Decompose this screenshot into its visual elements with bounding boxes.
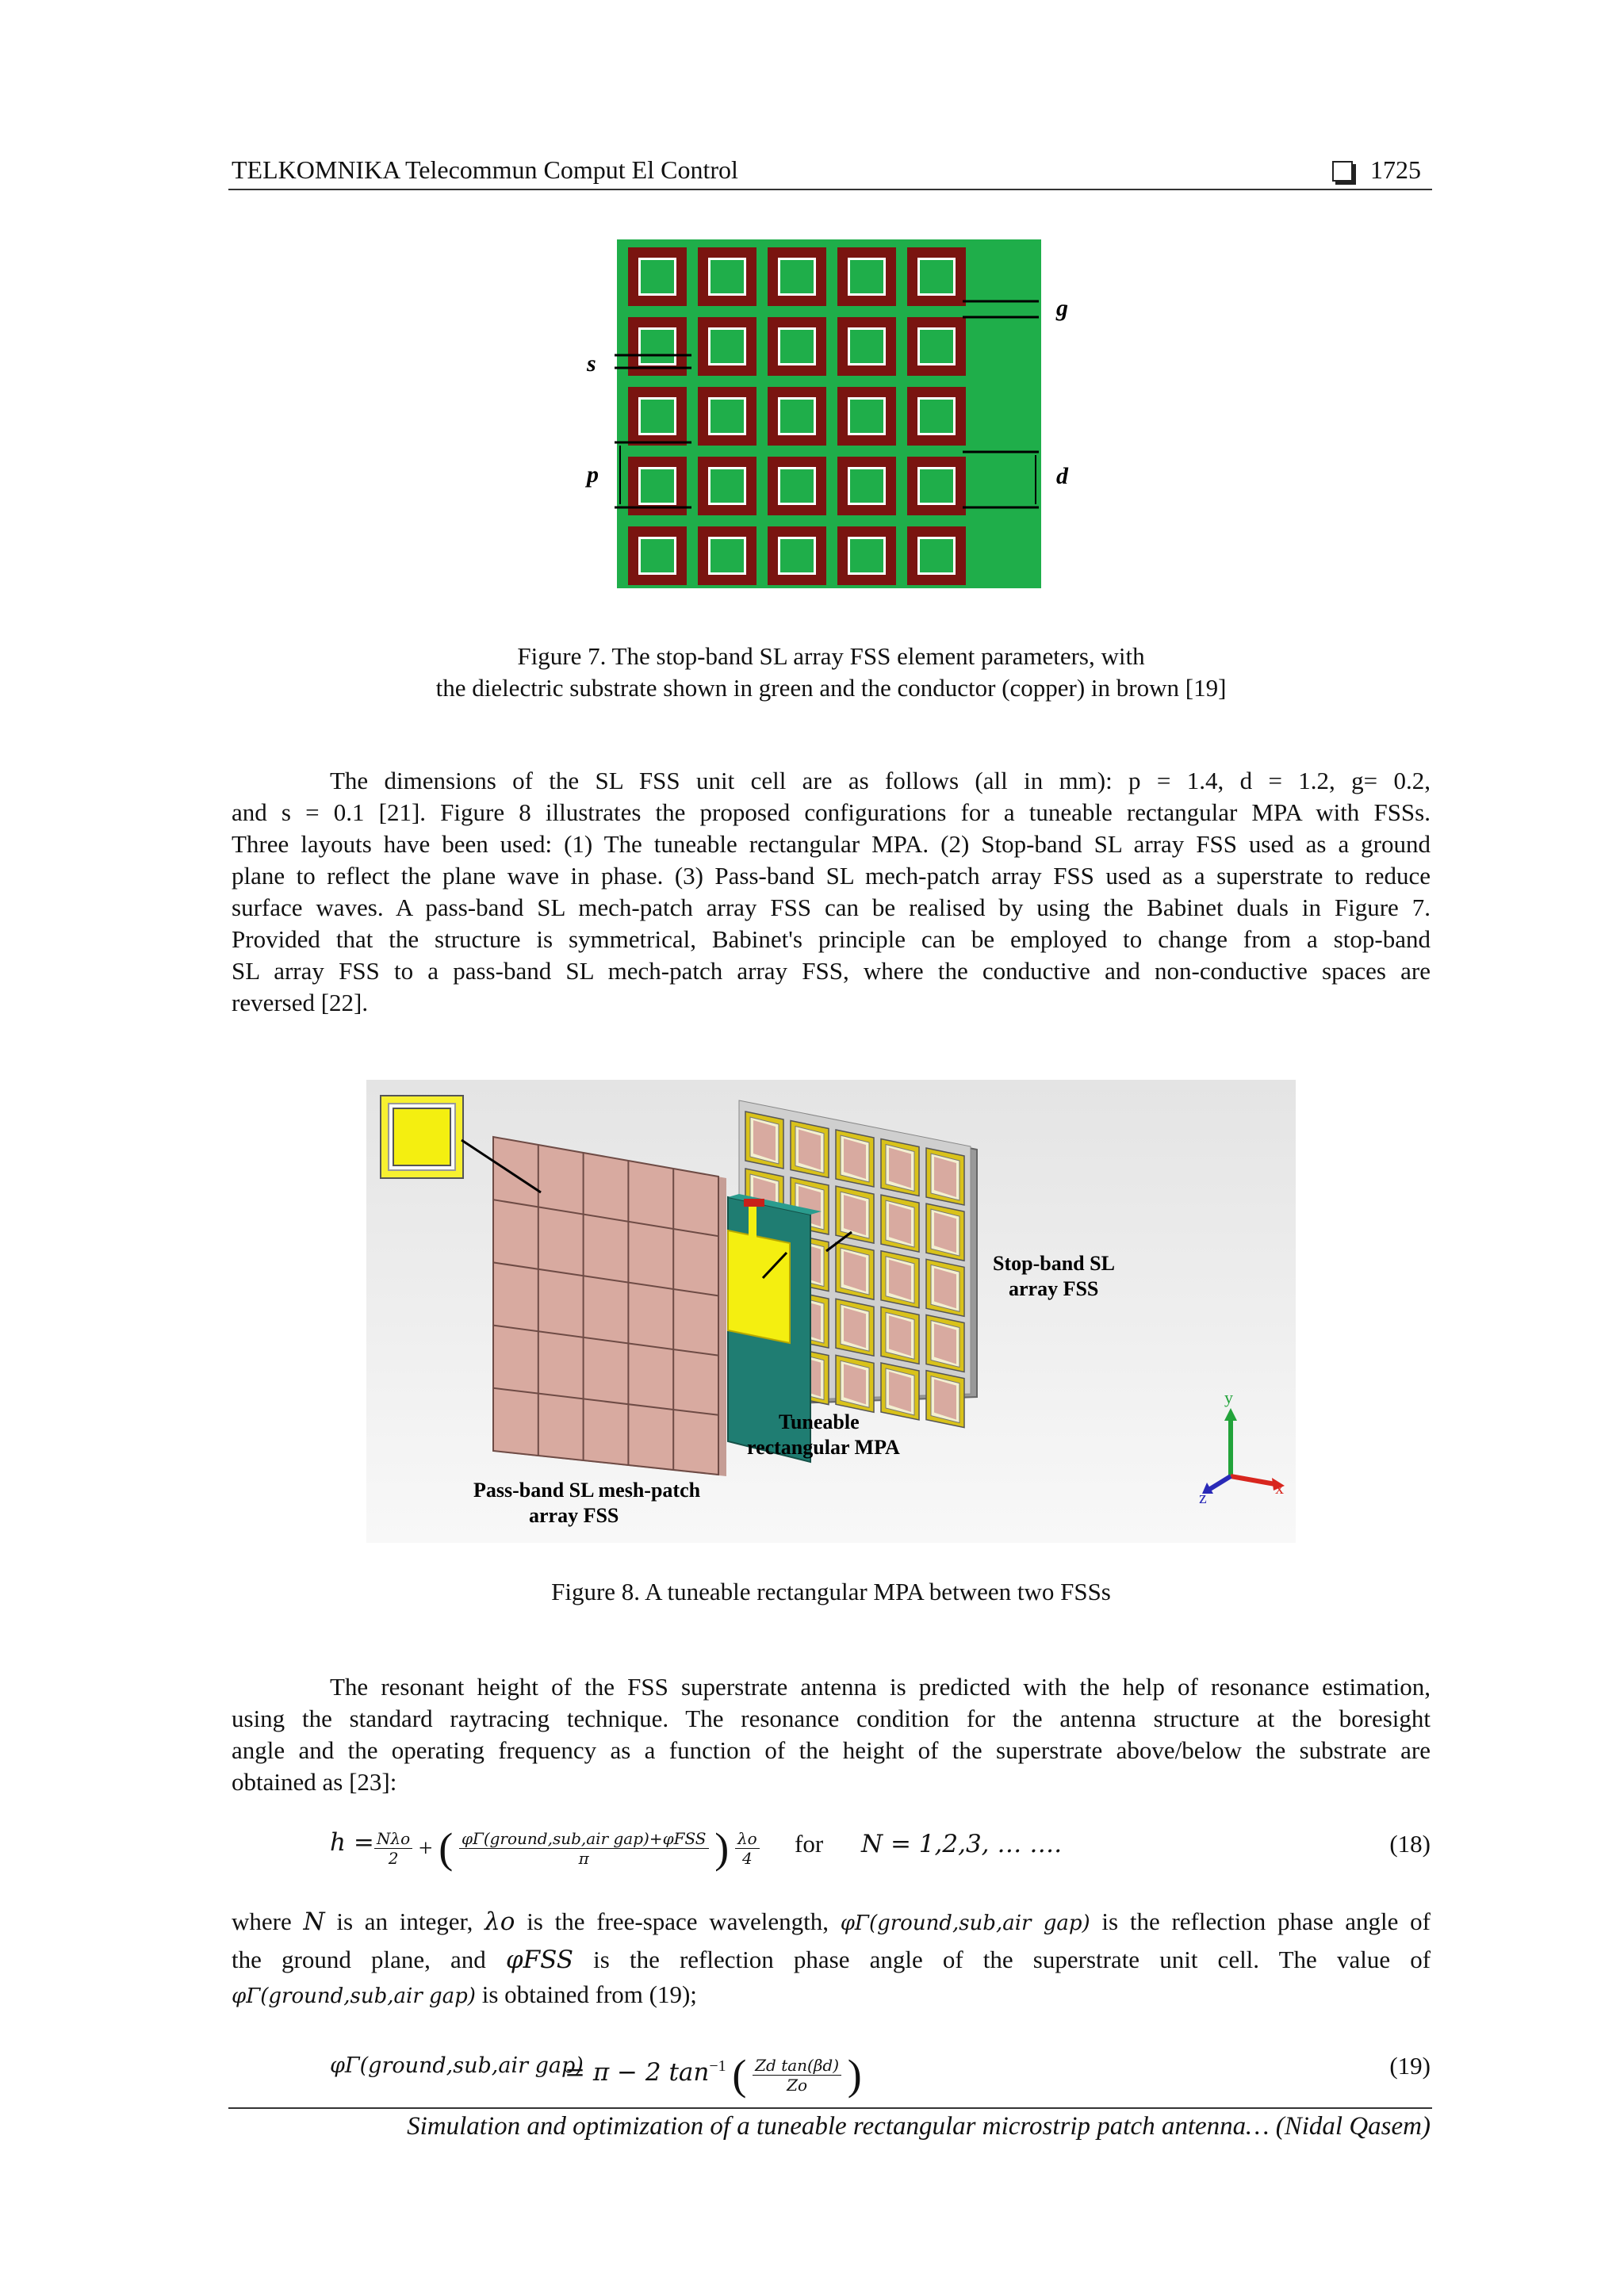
inner-substrate: [641, 260, 674, 293]
footer-rule: [228, 2107, 1432, 2109]
inner-substrate: [850, 400, 883, 433]
running-footer: Simulation and optimization of a tuneable rectangular microstrip patch antenna… (Nidal Qasem): [407, 2112, 1431, 2141]
paragraph-1-line-2: and s = 0.1 [21]. Figure 8 illustrates the proposed configurations for a tuneable rectangular MPA with FSSs.: [232, 798, 1431, 826]
fss-unit-cell: [768, 526, 826, 585]
fss-unit-cell: [628, 247, 687, 306]
label-s: s: [587, 350, 596, 377]
axis-label-y: y: [1224, 1387, 1233, 1407]
inner-substrate: [641, 469, 674, 503]
inner-substrate: [710, 469, 744, 503]
eq18-frac1: $\frac{\text{Nλo}}{2}$: [374, 1829, 412, 1868]
equation-19: φΓ(ground,sub,air gap) = π − 2 $\tan^{-1}$ ( $\frac{\text{Zd tan(βd)}}{Zo}$ ) (19): [330, 2051, 1431, 2099]
pass-band-fss-panel: [493, 1137, 726, 1476]
inner-substrate: [780, 260, 814, 293]
figure-7: [555, 230, 1094, 603]
fss-unit-cell: [837, 457, 896, 515]
stop-band-cell: [926, 1314, 964, 1372]
eq18-for: for: [795, 1830, 824, 1858]
page-number: 1725: [1370, 155, 1421, 184]
mpa-feed-line: [749, 1207, 756, 1246]
stop-band-cell: [926, 1148, 964, 1205]
paragraph-3-line-1: where N is an integer, λo is the free-space wavelength, φΓ(ground,sub,air gap) is the reflection phase angle of: [232, 1908, 1431, 1936]
paragraph-1-line-1: The dimensions of the SL FSS unit cell are as follows (all in mm): p = 1.4, d = 1.2, g= 0.2,: [330, 767, 1431, 794]
paragraph-1-line-7: SL array FSS to a pass-band SL mech-patch array FSS, where the conductive and non-conductive spaces are: [232, 957, 1431, 985]
paragraph-1: [232, 765, 1431, 1019]
fss-unit-cell: [768, 387, 826, 446]
figure-7-caption-line-1: Figure 7. The stop-band SL array FSS element parameters, with: [517, 642, 1145, 670]
paragraph-1-line-8: reversed [22].: [232, 989, 369, 1016]
paragraph-2-line-1: The resonant height of the FSS superstrate antenna is predicted with the help of resonance estimation,: [330, 1673, 1431, 1701]
running-header-title: TELKOMNIKA Telecommun Comput El Control: [232, 155, 738, 184]
fss-unit-cell: [837, 247, 896, 306]
stop-band-cell: [745, 1112, 783, 1169]
paragraph-2-line-4: obtained as [23]:: [232, 1768, 397, 1796]
stop-band-cell: [926, 1203, 964, 1261]
axis-label-x: x: [1275, 1478, 1284, 1498]
inner-substrate: [780, 400, 814, 433]
inner-substrate: [780, 469, 814, 503]
label-p: p: [587, 461, 599, 488]
fss-unit-cell: [768, 317, 826, 376]
eq19-lhs: φΓ(ground,sub,air gap): [330, 2053, 584, 2078]
stop-band-cell: [836, 1130, 874, 1187]
fss-unit-cell: [628, 387, 687, 446]
label-g: g: [1056, 295, 1068, 321]
paragraph-3: [232, 1906, 1431, 2012]
paragraph-1-line-4: plane to reflect the plane wave in phase. (3) Pass-band SL mech-patch array FSS used as a superstrate to reduce: [232, 862, 1431, 890]
label-pass-band-2: array FSS: [529, 1504, 619, 1527]
fss-unit-cell: [907, 247, 966, 306]
fss-unit-cell: [768, 457, 826, 515]
stop-band-cell: [926, 1371, 964, 1428]
inner-substrate: [641, 400, 674, 433]
stop-band-cell: [791, 1121, 829, 1178]
fss-unit-cell: [837, 317, 896, 376]
stop-band-cell: [926, 1259, 964, 1316]
fss-unit-cell: [837, 387, 896, 446]
paragraph-2-line-2: using the standard raytracing technique. The resonance condition for the antenna structure at the boresight: [232, 1705, 1431, 1732]
eq19-number: (19): [1389, 2052, 1431, 2080]
paragraph-3-line-3: φΓ(ground,sub,air gap) is obtained from (19);: [232, 1980, 697, 2008]
paragraph-1-line-3: Three layouts have been used: (1) The tuneable rectangular MPA. (2) Stop-band SL array FSS used as a ground: [232, 830, 1431, 858]
header-rule: [228, 189, 1432, 190]
paragraph-3-line-2: the ground plane, and φFSS is the reflection phase angle of the superstrate unit cell. The value of: [232, 1946, 1431, 1974]
inner-substrate: [710, 330, 744, 363]
fss-unit-cell: [698, 387, 756, 446]
figure-7-caption-line-2: the dielectric substrate shown in green and the conductor (copper) in brown [19]: [435, 674, 1227, 702]
inner-substrate: [920, 469, 953, 503]
fss-unit-cell: [698, 247, 756, 306]
eq18-condition: N = 1,2,3, … ….: [861, 1830, 1063, 1858]
mpa-red-stub: [744, 1199, 764, 1207]
fss-unit-cell: [698, 526, 756, 585]
axis-label-z: z: [1199, 1487, 1207, 1507]
stop-band-cell: [881, 1195, 919, 1252]
fss-unit-cell: [628, 526, 687, 585]
stop-band-cell: [881, 1139, 919, 1196]
figure-8: [366, 1080, 1296, 1543]
paragraph-2-line-3: angle and the operating frequency as a function of the height of the superstrate above/below the substrate are: [232, 1736, 1431, 1764]
inner-substrate: [710, 260, 744, 293]
checkbox-square-icon: [1332, 161, 1353, 182]
inner-substrate: [850, 330, 883, 363]
inner-substrate: [710, 400, 744, 433]
fss-element-grid: [628, 247, 966, 585]
inner-substrate: [920, 260, 953, 293]
fss-unit-cell: [837, 526, 896, 585]
inner-substrate: [850, 539, 883, 572]
figure-8-caption: Figure 8. A tuneable rectangular MPA between two FSSs: [551, 1578, 1111, 1605]
inner-substrate: [780, 330, 814, 363]
label-stop-band-1: Stop-band SL: [993, 1252, 1115, 1275]
fss-unit-cell: [768, 247, 826, 306]
inner-substrate: [641, 330, 674, 363]
eq18-number: (18): [1389, 1830, 1431, 1858]
stop-band-cell: [836, 1355, 874, 1412]
running-header-page: [1332, 155, 1421, 185]
label-tuneable-1: Tuneable: [779, 1410, 860, 1433]
fss-unit-cell: [698, 457, 756, 515]
label-d: d: [1056, 463, 1068, 489]
label-tuneable-2: rectangular MPA: [747, 1436, 900, 1459]
eq18-lhs: h =: [330, 1828, 374, 1857]
fss-unit-cell: [907, 457, 966, 515]
stop-band-cell: [881, 1307, 919, 1364]
label-stop-band-2: array FSS: [1009, 1277, 1099, 1300]
stop-band-cell: [836, 1299, 874, 1356]
inner-substrate: [641, 539, 674, 572]
inner-substrate: [920, 330, 953, 363]
eq19-frac: $\frac{\text{Zd tan(βd)}}{Zo}$: [753, 2056, 841, 2095]
fss-unit-cell: [698, 317, 756, 376]
stop-band-cell: [881, 1363, 919, 1420]
eq18-frac3: $\frac{\lambda o}{4}$: [735, 1829, 760, 1868]
stop-band-cell: [836, 1186, 874, 1243]
inner-substrate: [850, 260, 883, 293]
label-pass-band-1: Pass-band SL mesh-patch: [473, 1479, 701, 1502]
stop-band-cell: [836, 1242, 874, 1299]
paragraph-1-line-5: surface waves. A pass-band SL mech-patch array FSS can be realised by using the Babinet duals in Figure 7.: [232, 894, 1431, 921]
inner-substrate: [920, 400, 953, 433]
fss-unit-cell: [907, 317, 966, 376]
eq18-frac2: $\frac{\text{φΓ(ground,sub,air gap)+φFSS}}{\pi}$: [459, 1829, 709, 1868]
paragraph-1-line-6: Provided that the structure is symmetrical, Babinet's principle can be employed to change from a stop-band: [232, 925, 1431, 953]
inner-substrate: [850, 469, 883, 503]
inner-substrate: [780, 539, 814, 572]
inner-substrate: [920, 539, 953, 572]
inner-substrate: [710, 539, 744, 572]
stop-band-cell: [881, 1251, 919, 1308]
equation-18: h = $\frac{\text{Nλo}}{2}$ + ( $\frac{\text{φΓ(ground,sub,air gap)+φFSS}}{\pi}$ ) $\frac{\lambda o}{4}$ for N = 1,2,3, … …. (18): [330, 1824, 1431, 1872]
fss-unit-cell: [907, 387, 966, 446]
eq19-rhs: = π − 2 tan: [565, 2058, 710, 2087]
fss-unit-cell: [907, 526, 966, 585]
paragraph-2: [232, 1671, 1431, 1798]
